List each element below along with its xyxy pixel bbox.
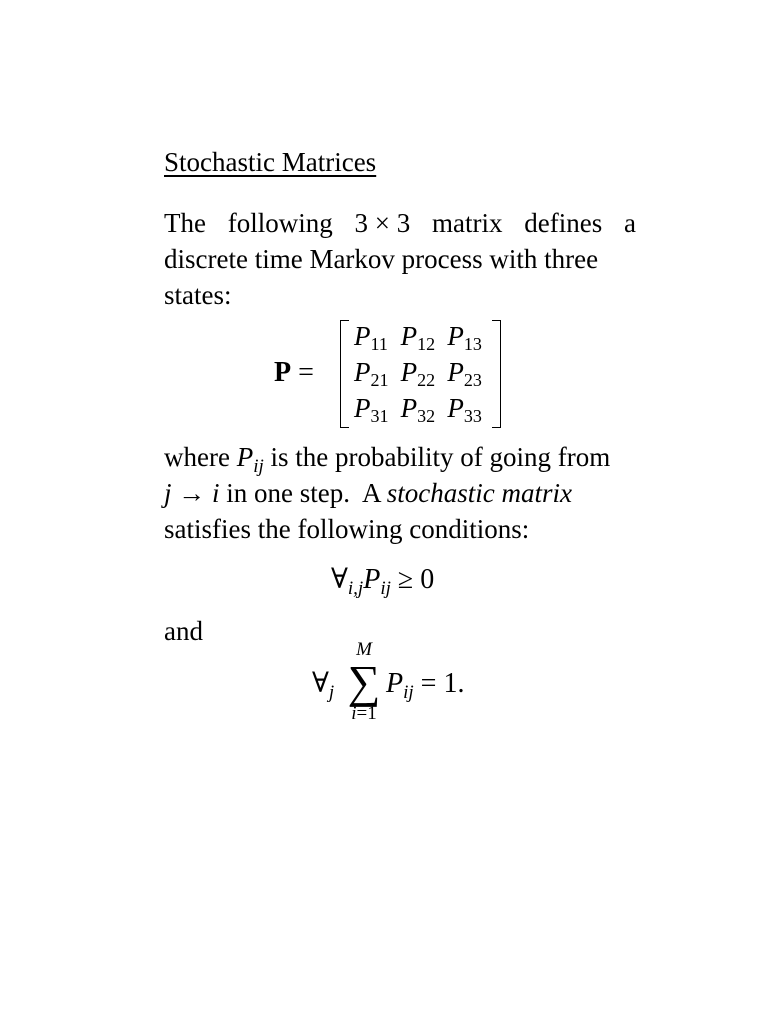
sum-sign: ∑ bbox=[347, 656, 381, 707]
intro-word: matrix bbox=[432, 208, 503, 238]
matrix-row bbox=[354, 318, 494, 354]
intro-word: following bbox=[227, 208, 333, 238]
document-page bbox=[164, 0, 636, 1024]
intro-paragraph bbox=[164, 205, 636, 313]
section-heading: Stochastic Matrices bbox=[164, 147, 377, 177]
matrix-entry: $P_{31}$ bbox=[354, 392, 389, 426]
explanation-line-3: satisfies the following conditions: bbox=[164, 514, 530, 544]
matrix-entry: $P_{32}$ bbox=[400, 392, 436, 426]
matrix-entry: $P_{13}$ bbox=[447, 320, 482, 354]
defined-term: stochastic matrix bbox=[386, 478, 573, 508]
nonnegativity-condition: $\forall_{i,j}P_{ij} \ge 0$ bbox=[331, 564, 435, 599]
intro-word: defines bbox=[524, 208, 603, 238]
intro-word: The bbox=[164, 208, 206, 238]
sum-upper-limit: M bbox=[356, 639, 372, 660]
sum-expression: $P_{ij} = 1$. bbox=[386, 668, 465, 703]
explanation-line-2: j → i in one step. A stochastic matrix bbox=[164, 478, 573, 508]
connector-text: and bbox=[164, 616, 203, 646]
intro-word: a bbox=[624, 208, 636, 238]
matrix-grid bbox=[354, 318, 494, 426]
right-bracket bbox=[492, 320, 501, 428]
matrix-lhs bbox=[274, 356, 314, 390]
explanation-paragraph bbox=[164, 439, 636, 547]
left-bracket bbox=[340, 320, 349, 428]
matrix-entry: $P_{33}$ bbox=[447, 392, 482, 426]
matrix-entry: $P_{11}$ bbox=[354, 320, 388, 354]
matrix-entry: $P_{21}$ bbox=[354, 356, 389, 390]
matrix-equation bbox=[274, 318, 634, 430]
summation bbox=[342, 638, 386, 730]
intro-line-3: states: bbox=[164, 280, 232, 310]
explanation-line-1: where $P_{ij}$ is the probability of going from bbox=[164, 442, 611, 477]
matrix-entry: $P_{23}$ bbox=[447, 356, 482, 390]
matrix-entry: $P_{22}$ bbox=[400, 356, 436, 390]
matrix-entry: $P_{12}$ bbox=[400, 320, 436, 354]
intro-word: 3 × 3 bbox=[354, 208, 411, 238]
sum-lower-limit: i=1 bbox=[351, 703, 377, 724]
equals-sign: = bbox=[291, 357, 314, 388]
matrix-row bbox=[354, 354, 494, 390]
intro-line-2: discrete time Markov process with three bbox=[164, 244, 599, 274]
matrix-row bbox=[354, 390, 494, 426]
forall-j: $\forall_j$ bbox=[312, 668, 335, 703]
column-sum-condition bbox=[312, 638, 512, 730]
intro-line-1 bbox=[164, 205, 636, 241]
matrix-symbol: P bbox=[274, 357, 292, 388]
